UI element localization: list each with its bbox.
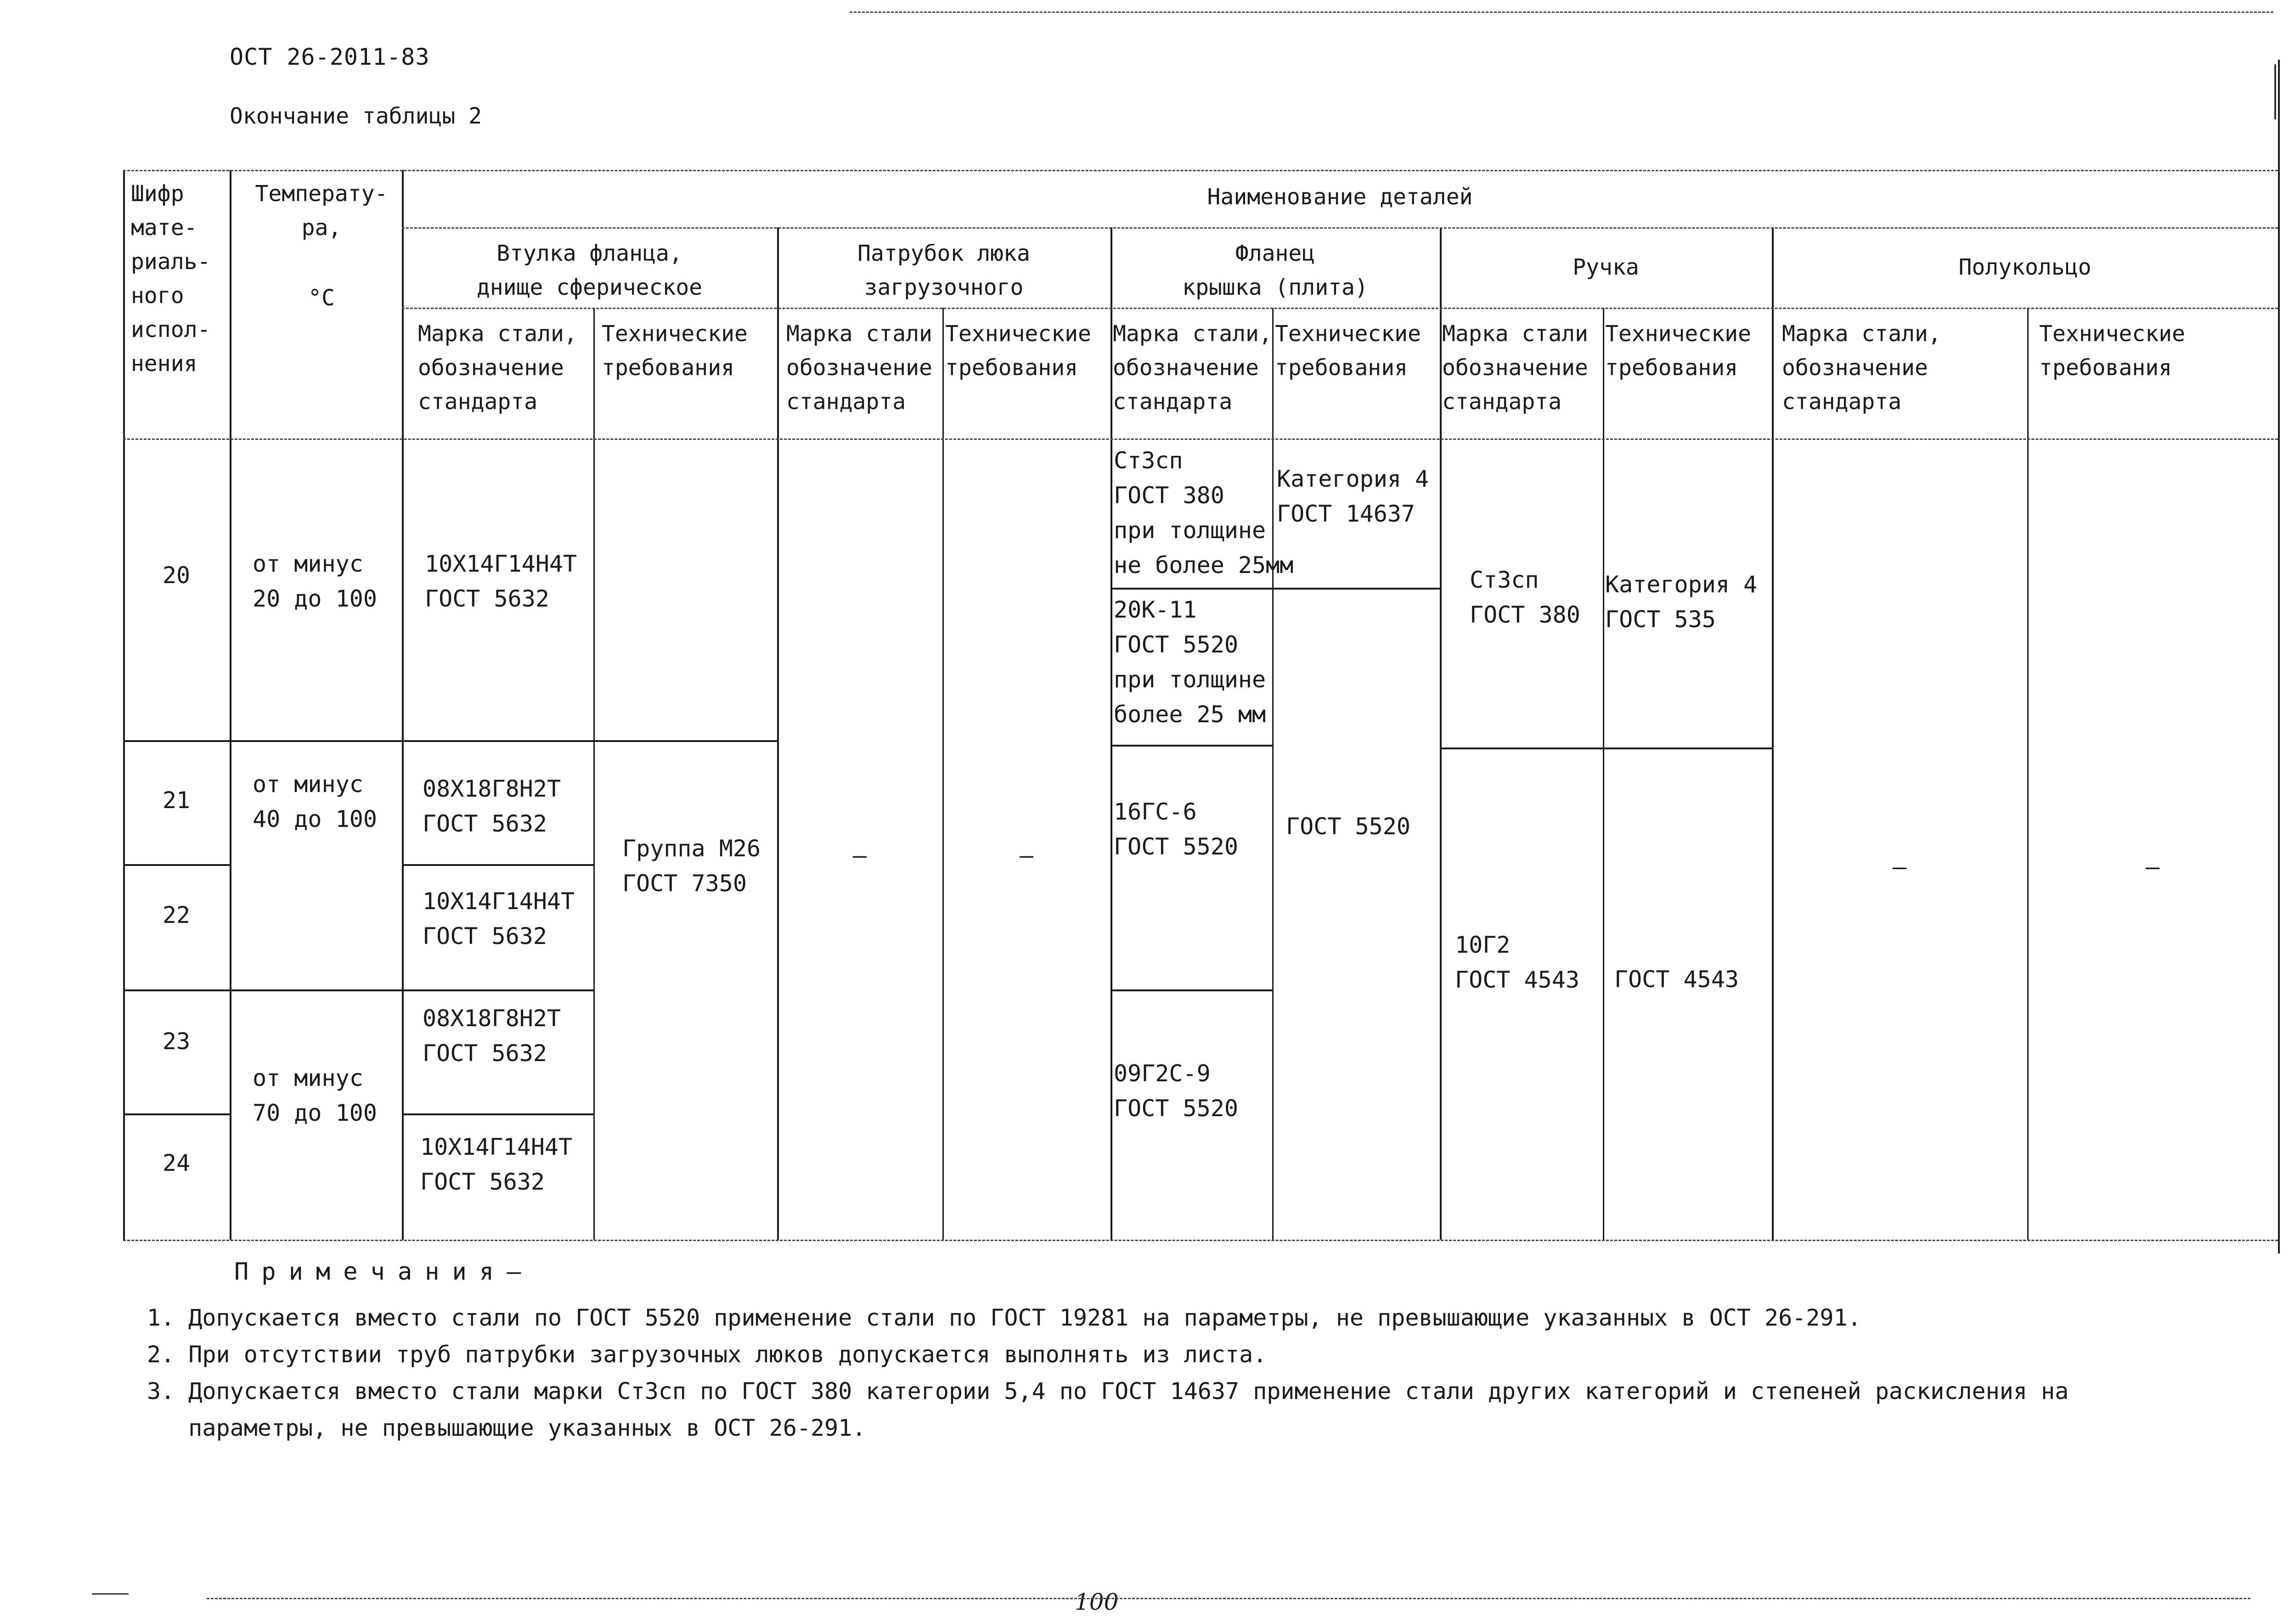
header-cipher: Шифр мате- риаль- ного испол- нения	[131, 181, 211, 376]
header-group-nozzle: Патрубок люка загрузочного	[857, 241, 1030, 300]
header-flange-grade: Марка стали, обозначение стандарта	[1113, 321, 1272, 415]
cipher-23: 23	[162, 1028, 191, 1055]
col-divider-handle	[1772, 227, 1774, 1240]
row-line-21-22-bushing	[402, 864, 593, 866]
col-divider-nozzle	[1111, 227, 1112, 1240]
header-group-flange: Фланец крышка (плита)	[1182, 241, 1368, 300]
halfring-grade: –	[1892, 854, 1907, 880]
header-group-handle: Ручка	[1573, 254, 1639, 280]
header-bushing-grade: Марка стали, обозначение стандарта	[418, 321, 577, 415]
header-halfring-grade: Марка стали, обозначение стандарта	[1782, 321, 1941, 415]
note-1: 1. Допускается вместо стали по ГОСТ 5520 применение стали по ГОСТ 19281 на параметры, не превышающие указанных в ОСТ 26-291.	[147, 1304, 1861, 1331]
flange-line-c	[1111, 989, 1272, 991]
row-line-20-21	[123, 740, 777, 742]
row-line-23-24-bushing	[402, 1113, 593, 1115]
temp-row-20: от минус 20 до 100	[253, 551, 377, 612]
col-divider-nozzle-sub	[942, 308, 944, 1240]
flange-grade-b: 20К-11 ГОСТ 5520 при толщине более 25 мм	[1114, 596, 1266, 728]
handle-grade-a: Ст3сп ГОСТ 380	[1470, 567, 1580, 628]
temp-rows-21-22: от минус 40 до 100	[253, 771, 377, 832]
nozzle-tech: –	[1019, 842, 1034, 869]
bushing-grade-22: 10Х14Г14Н4Т ГОСТ 5632	[423, 888, 575, 950]
header-temperature: Температу- ра,	[255, 181, 388, 241]
col-divider-bushing-sub	[593, 308, 595, 1240]
header-temperature-unit: °C	[308, 285, 335, 311]
row-line-21-22	[123, 864, 230, 866]
col-divider-bushing	[777, 227, 779, 1240]
header-group-line	[402, 227, 2278, 229]
bushing-grade-23: 08Х18Г8Н2Т ГОСТ 5632	[423, 1005, 561, 1067]
flange-grade-d: 09Г2С-9 ГОСТ 5520	[1114, 1060, 1238, 1122]
page-bottom-line	[207, 1598, 2250, 1599]
flange-tech-a: Категория 4 ГОСТ 14637	[1277, 466, 1429, 527]
flange-tech-b: ГОСТ 5520	[1286, 813, 1410, 840]
bushing-grade-20: 10Х14Г14Н4Т ГОСТ 5632	[425, 551, 577, 612]
scan-bottom-mark	[92, 1593, 129, 1595]
page-number: 100	[1075, 1589, 1119, 1615]
header-handle-tech: Технические требования	[1605, 321, 1751, 381]
handle-line	[1440, 747, 1772, 749]
cipher-22: 22	[162, 902, 191, 928]
handle-tech-a: Категория 4 ГОСТ 535	[1605, 571, 1758, 633]
bushing-tech: Группа М26 ГОСТ 7350	[622, 835, 761, 897]
header-handle-grade: Марка стали обозначение стандарта	[1442, 321, 1588, 415]
handle-tech-b: ГОСТ 4543	[1614, 966, 1739, 993]
handle-grade-b: 10Г2 ГОСТ 4543	[1455, 932, 1579, 993]
flange-tech-line	[1272, 588, 1440, 590]
header-sub-line	[402, 308, 2278, 309]
temp-rows-23-24: от минус 70 до 100	[253, 1065, 377, 1126]
cipher-21: 21	[162, 787, 191, 814]
flange-line-a	[1111, 588, 1272, 590]
header-flange-tech: Технические требования	[1275, 321, 1421, 381]
bushing-grade-21: 08Х18Г8Н2Т ГОСТ 5632	[423, 775, 561, 837]
col-divider-halfring-sub	[2027, 308, 2029, 1240]
table-continuation-caption: Окончание таблицы 2	[230, 103, 482, 129]
cipher-20: 20	[162, 562, 191, 589]
col-divider-handle-sub	[1603, 308, 1604, 1240]
col-divider-temp	[402, 170, 404, 1240]
nozzle-grade: –	[852, 842, 867, 869]
scan-edge-mark	[2274, 64, 2276, 119]
flange-grade-c: 16ГС-6 ГОСТ 5520	[1114, 798, 1238, 860]
col-divider-flange	[1440, 227, 1442, 1240]
notes-title: Примечания–	[234, 1258, 534, 1286]
col-divider-cipher	[230, 170, 231, 1240]
header-nozzle-grade: Марка стали обозначение стандарта	[786, 321, 932, 415]
note-3-continuation: параметры, не превышающие указанных в ОСТ 26-291.	[147, 1415, 866, 1441]
header-parts-name: Наименование деталей	[1207, 184, 1473, 210]
header-bottom-line	[123, 438, 2278, 440]
table-border-right	[2278, 60, 2280, 1253]
note-2: 2. При отсутствии труб патрубки загрузочных люков допускается выполнять из листа.	[147, 1341, 1267, 1368]
header-nozzle-tech: Технические требования	[945, 321, 1091, 381]
header-group-bushing: Втулка фланца, днище сферическое	[476, 241, 703, 300]
header-group-halfring: Полукольцо	[1958, 254, 2092, 280]
table-border-left	[123, 170, 125, 1240]
bushing-grade-24: 10Х14Г14Н4Т ГОСТ 5632	[420, 1134, 573, 1195]
halfring-tech: –	[2145, 854, 2160, 880]
cipher-24: 24	[162, 1150, 191, 1176]
flange-grade-a: Ст3сп ГОСТ 380 при толщине не более 25мм	[1114, 447, 1294, 579]
page-top-line	[850, 11, 2273, 13]
header-halfring-tech: Технические требования	[2039, 321, 2185, 381]
note-3: 3. Допускается вместо стали марки Ст3сп по ГОСТ 380 категории 5,4 по ГОСТ 14637 применение стали других категорий и степеней раскисления на	[147, 1378, 2069, 1405]
header-bushing-tech: Технические требования	[602, 321, 748, 381]
row-line-22-23	[123, 989, 593, 991]
flange-line-b	[1111, 745, 1272, 747]
table-border-top	[123, 170, 2278, 171]
row-line-23-24	[123, 1113, 230, 1115]
table-border-bottom	[123, 1240, 2278, 1241]
document-code: ОСТ 26-2011-83	[230, 44, 430, 70]
